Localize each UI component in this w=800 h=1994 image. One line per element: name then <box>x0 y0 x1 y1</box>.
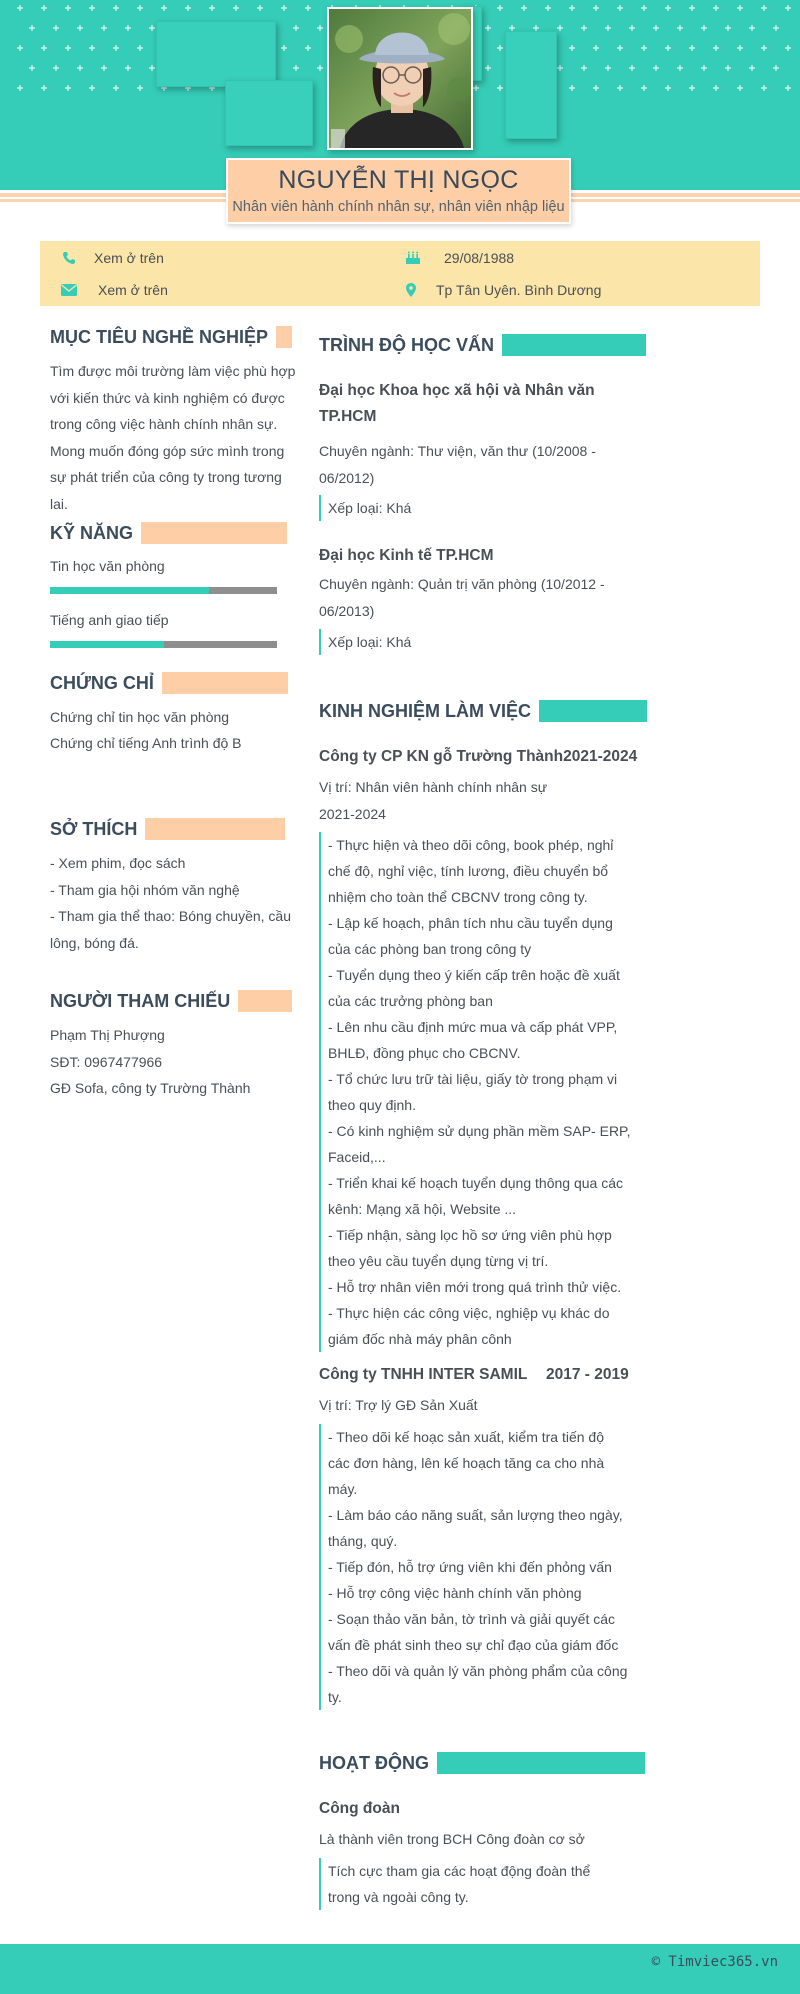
plus-mark <box>593 85 599 91</box>
footer-copyright: © Timviec365.vn <box>651 1954 778 1970</box>
plus-mark <box>641 5 647 11</box>
reference-item: SĐT: 0967477966 <box>50 1053 163 1070</box>
plus-mark <box>689 45 695 51</box>
title-accent-bar <box>238 990 292 1012</box>
plus-mark <box>149 25 155 31</box>
cake-icon <box>402 250 424 266</box>
reference-item: Phạm Thị Phượng <box>50 1027 165 1043</box>
objective-text: Tìm được môi trường làm việc phù hợp với kiến thức và kinh nghiệm có được trong công việc hành chính nhân sự. Mong muốn đóng góp sức mình trong sự phát triển của công ty trong tương lai. <box>50 363 296 512</box>
plus-mark <box>737 5 743 11</box>
objective-title: MỤC TIÊU NGHỀ NGHIỆP <box>50 326 292 348</box>
plus-mark <box>29 25 35 31</box>
plus-mark <box>569 85 575 91</box>
plus-mark <box>785 45 791 51</box>
activity-name: Công đoàn <box>319 1800 400 1817</box>
plus-mark <box>137 45 143 51</box>
plus-mark <box>737 85 743 91</box>
name-box <box>226 158 571 224</box>
plus-mark <box>53 65 59 71</box>
plus-mark <box>89 45 95 51</box>
plus-mark <box>41 5 47 11</box>
plus-mark <box>761 45 767 51</box>
contact-address-value: Tp Tân Uyên. Bình Dương <box>436 282 602 298</box>
school-grade: Xếp loại: Khá <box>319 495 639 521</box>
activity-description: Là thành viên trong BCH Công đoàn cơ sở <box>319 1831 585 1847</box>
plus-mark <box>101 65 107 71</box>
company-name: Công ty CP KN gỗ Trường Thành2021-2024 <box>319 748 638 765</box>
plus-mark <box>749 65 755 71</box>
plus-mark <box>317 65 323 71</box>
plus-mark <box>497 45 503 51</box>
reference-item: GĐ Sofa, công ty Trường Thành <box>50 1080 251 1096</box>
plus-mark <box>761 5 767 11</box>
plus-mark <box>485 25 491 31</box>
plus-mark <box>785 85 791 91</box>
decorative-rectangle <box>505 31 557 139</box>
envelope-icon <box>58 282 80 298</box>
certificates-title: CHỨNG CHỈ <box>50 672 288 694</box>
plus-mark <box>137 5 143 11</box>
education-title: TRÌNH ĐỘ HỌC VẤN <box>319 334 646 356</box>
decorative-rectangle <box>156 21 276 87</box>
plus-mark <box>113 5 119 11</box>
experience-title: KINH NGHIỆM LÀM VIỆC <box>319 700 647 722</box>
school-grade: Xếp loại: Khá <box>319 629 639 655</box>
hobby-item: - Xem phim, đọc sách <box>50 855 186 871</box>
plus-mark <box>149 65 155 71</box>
hobby-item: - Tham gia hội nhóm văn nghệ <box>50 881 240 898</box>
skill-bar-fill <box>50 641 164 648</box>
plus-mark <box>761 85 767 91</box>
avatar <box>327 7 473 150</box>
plus-mark <box>101 25 107 31</box>
plus-mark <box>713 45 719 51</box>
contact-bar <box>40 241 760 306</box>
skill-bar <box>50 587 277 594</box>
contact-phone <box>58 250 164 266</box>
plus-mark <box>89 85 95 91</box>
job-duties: - Thực hiện và theo dõi công, book phép, nghỉ chế độ, nghỉ việc, tính lương, điều chuyển bổ nhiệm cho toàn thể CBCNV trong công ty. - Lập kế hoạch, phân tích nhu cầu tuyển dụng của các phòng ban trong công ty - Tuyển dụng theo ý kiến cấp trên hoặc đề xuất của các trưởng phòng ban - Lên nhu cầu định mức mua và cấp phát VPP, BHLĐ, đồng phục cho CBCNV. - Tổ chức lưu trữ tài liệu, giấy tờ trong phạm vi theo quy định. - Có kinh nghiệm sử dụng phần mềm SAP- ERP, Faceid,... - Triển khai kế hoạch tuyển dụng thông qua các kênh: Mạng xã hội, Website ... - Tiếp nhận, sàng lọc hồ sơ ứng viên phù hợp theo yêu cầu tuyển dụng từng vị trí. - Hỗ trợ nhân viên mới trong quá trình thử việc. - Thực hiện các công việc, nghiệp vụ khác do giám đốc nhà máy phân cônh <box>319 832 639 1352</box>
plus-mark <box>653 25 659 31</box>
plus-mark <box>701 65 707 71</box>
plus-mark <box>65 85 71 91</box>
title-accent-bar <box>145 818 285 840</box>
skills-title: KỸ NĂNG <box>50 522 287 544</box>
plus-mark <box>725 25 731 31</box>
plus-mark <box>281 45 287 51</box>
plus-mark <box>701 25 707 31</box>
contact-birthday-value: 29/08/1988 <box>444 250 515 266</box>
title-accent-bar <box>502 334 646 356</box>
plus-mark <box>113 45 119 51</box>
plus-mark <box>65 5 71 11</box>
plus-mark <box>641 85 647 91</box>
plus-mark <box>689 5 695 11</box>
hobby-item: - Tham gia thể thao: Bóng chuyền, cầu <box>50 908 292 924</box>
plus-mark <box>749 25 755 31</box>
school-major: Chuyên ngành: Quản trị văn phòng (10/2012 - 06/2013) <box>319 576 605 619</box>
plus-mark <box>77 25 83 31</box>
plus-mark <box>233 5 239 11</box>
plus-mark <box>485 65 491 71</box>
skill-label: Tiếng anh giao tiếp <box>50 612 169 628</box>
plus-mark <box>773 65 779 71</box>
plus-mark <box>293 25 299 31</box>
plus-mark <box>65 45 71 51</box>
plus-mark <box>641 45 647 51</box>
candidate-name: NGUYỄN THỊ NGỌC <box>278 166 519 194</box>
references-title: NGƯỜI THAM CHIẾU <box>50 990 292 1012</box>
plus-mark <box>557 25 563 31</box>
contact-birthday <box>402 250 514 266</box>
contact-phone-value: Xem ở trên <box>94 250 164 266</box>
avatar-photo <box>329 9 473 150</box>
plus-mark <box>185 5 191 11</box>
hobby-item: lông, bóng đá. <box>50 934 139 951</box>
plus-mark <box>569 5 575 11</box>
plus-mark <box>665 45 671 51</box>
plus-mark <box>629 65 635 71</box>
hobbies-list <box>50 850 300 956</box>
references-list <box>50 1022 300 1102</box>
plus-mark <box>689 85 695 91</box>
contact-address <box>400 282 601 298</box>
job-duties: - Theo dõi kế hoạc sản xuất, kiểm tra tiến độ các đơn hàng, lên kế hoạch tăng ca cho nhà máy. - Làm báo cáo năng suất, sản lượng theo ngày, tháng, quý. - Tiếp đón, hỗ trợ ứng viên khi đến phỏng vấn - Hỗ trợ công việc hành chính văn phòng - Soạn thảo văn bản, tờ trình và giải quyết các vấn đề phát sinh theo sự chỉ đạo của giám đốc - Theo dõi và quản lý văn phòng phẩm của công ty. <box>319 1424 639 1710</box>
plus-mark <box>665 5 671 11</box>
contact-email-value: Xem ở trên <box>98 282 168 298</box>
plus-mark <box>713 5 719 11</box>
plus-mark <box>257 5 263 11</box>
plus-mark <box>293 65 299 71</box>
plus-mark <box>497 85 503 91</box>
plus-mark <box>605 25 611 31</box>
skill-label: Tin học văn phòng <box>50 558 165 574</box>
plus-mark <box>137 85 143 91</box>
plus-mark <box>305 45 311 51</box>
plus-mark <box>629 25 635 31</box>
title-accent-bar <box>162 672 288 694</box>
plus-mark <box>305 5 311 11</box>
activities-title: HOẠT ĐỘNG <box>319 1752 645 1774</box>
hobbies-title: SỞ THÍCH <box>50 818 285 840</box>
plus-mark <box>209 5 215 11</box>
job-position: Vị trí: Trợ lý GĐ Sản Xuất <box>319 1397 478 1413</box>
plus-mark <box>53 25 59 31</box>
plus-mark <box>593 5 599 11</box>
plus-mark <box>785 5 791 11</box>
plus-mark <box>17 45 23 51</box>
plus-mark <box>581 65 587 71</box>
contact-email <box>58 282 168 298</box>
plus-mark <box>713 85 719 91</box>
plus-mark <box>557 65 563 71</box>
plus-mark <box>29 65 35 71</box>
title-accent-bar <box>539 700 647 722</box>
plus-mark <box>605 65 611 71</box>
map-pin-icon <box>400 282 422 298</box>
plus-mark <box>17 5 23 11</box>
plus-mark <box>653 65 659 71</box>
job-title: Nhân viên hành chính nhân sự, nhân viên nhập liệu <box>232 199 565 215</box>
plus-mark <box>281 5 287 11</box>
plus-mark <box>41 45 47 51</box>
plus-mark <box>161 5 167 11</box>
decorative-rectangle <box>225 80 313 146</box>
plus-mark <box>737 45 743 51</box>
certificate-item: Chứng chỉ tin học văn phòng <box>50 709 230 725</box>
plus-mark <box>545 5 551 11</box>
title-accent-bar <box>276 326 292 348</box>
company-name: Công ty TNHH INTER SAMIL <box>319 1366 528 1383</box>
plus-mark <box>581 25 587 31</box>
job-position: Vị trí: Nhân viên hành chính nhân sự 2021-2024 <box>319 779 548 822</box>
plus-mark <box>41 85 47 91</box>
skill-bar <box>50 641 277 648</box>
school-name: Đại học Kinh tế TP.HCM <box>319 547 494 564</box>
plus-mark <box>677 25 683 31</box>
plus-mark <box>569 45 575 51</box>
plus-mark <box>521 5 527 11</box>
plus-mark <box>17 85 23 91</box>
phone-icon <box>58 250 80 266</box>
company-period: 2017 - 2019 <box>546 1366 629 1383</box>
school-major: Chuyên ngành: Thư viện, văn thư (10/2008 - 06/2012) <box>319 443 596 486</box>
plus-mark <box>125 25 131 31</box>
plus-mark <box>77 65 83 71</box>
plus-mark <box>113 85 119 91</box>
plus-mark <box>497 5 503 11</box>
title-accent-bar <box>437 1752 645 1774</box>
school-name: Đại học Khoa học xã hội và Nhân văn TP.HCM <box>319 382 595 425</box>
plus-mark <box>617 45 623 51</box>
plus-mark <box>725 65 731 71</box>
plus-mark <box>317 25 323 31</box>
footer <box>0 1944 800 1994</box>
plus-mark <box>593 45 599 51</box>
plus-mark <box>665 85 671 91</box>
plus-mark <box>773 25 779 31</box>
title-accent-bar <box>141 522 287 544</box>
plus-mark <box>677 65 683 71</box>
plus-mark <box>125 65 131 71</box>
skill-bar-fill <box>50 587 209 594</box>
plus-mark <box>473 85 479 91</box>
activity-details: Tích cực tham gia các hoạt động đoàn thể trong và ngoài công ty. <box>319 1858 639 1910</box>
certificate-item: Chứng chỉ tiếng Anh trình độ B <box>50 735 242 751</box>
plus-mark <box>89 5 95 11</box>
plus-mark <box>617 85 623 91</box>
plus-mark <box>617 5 623 11</box>
